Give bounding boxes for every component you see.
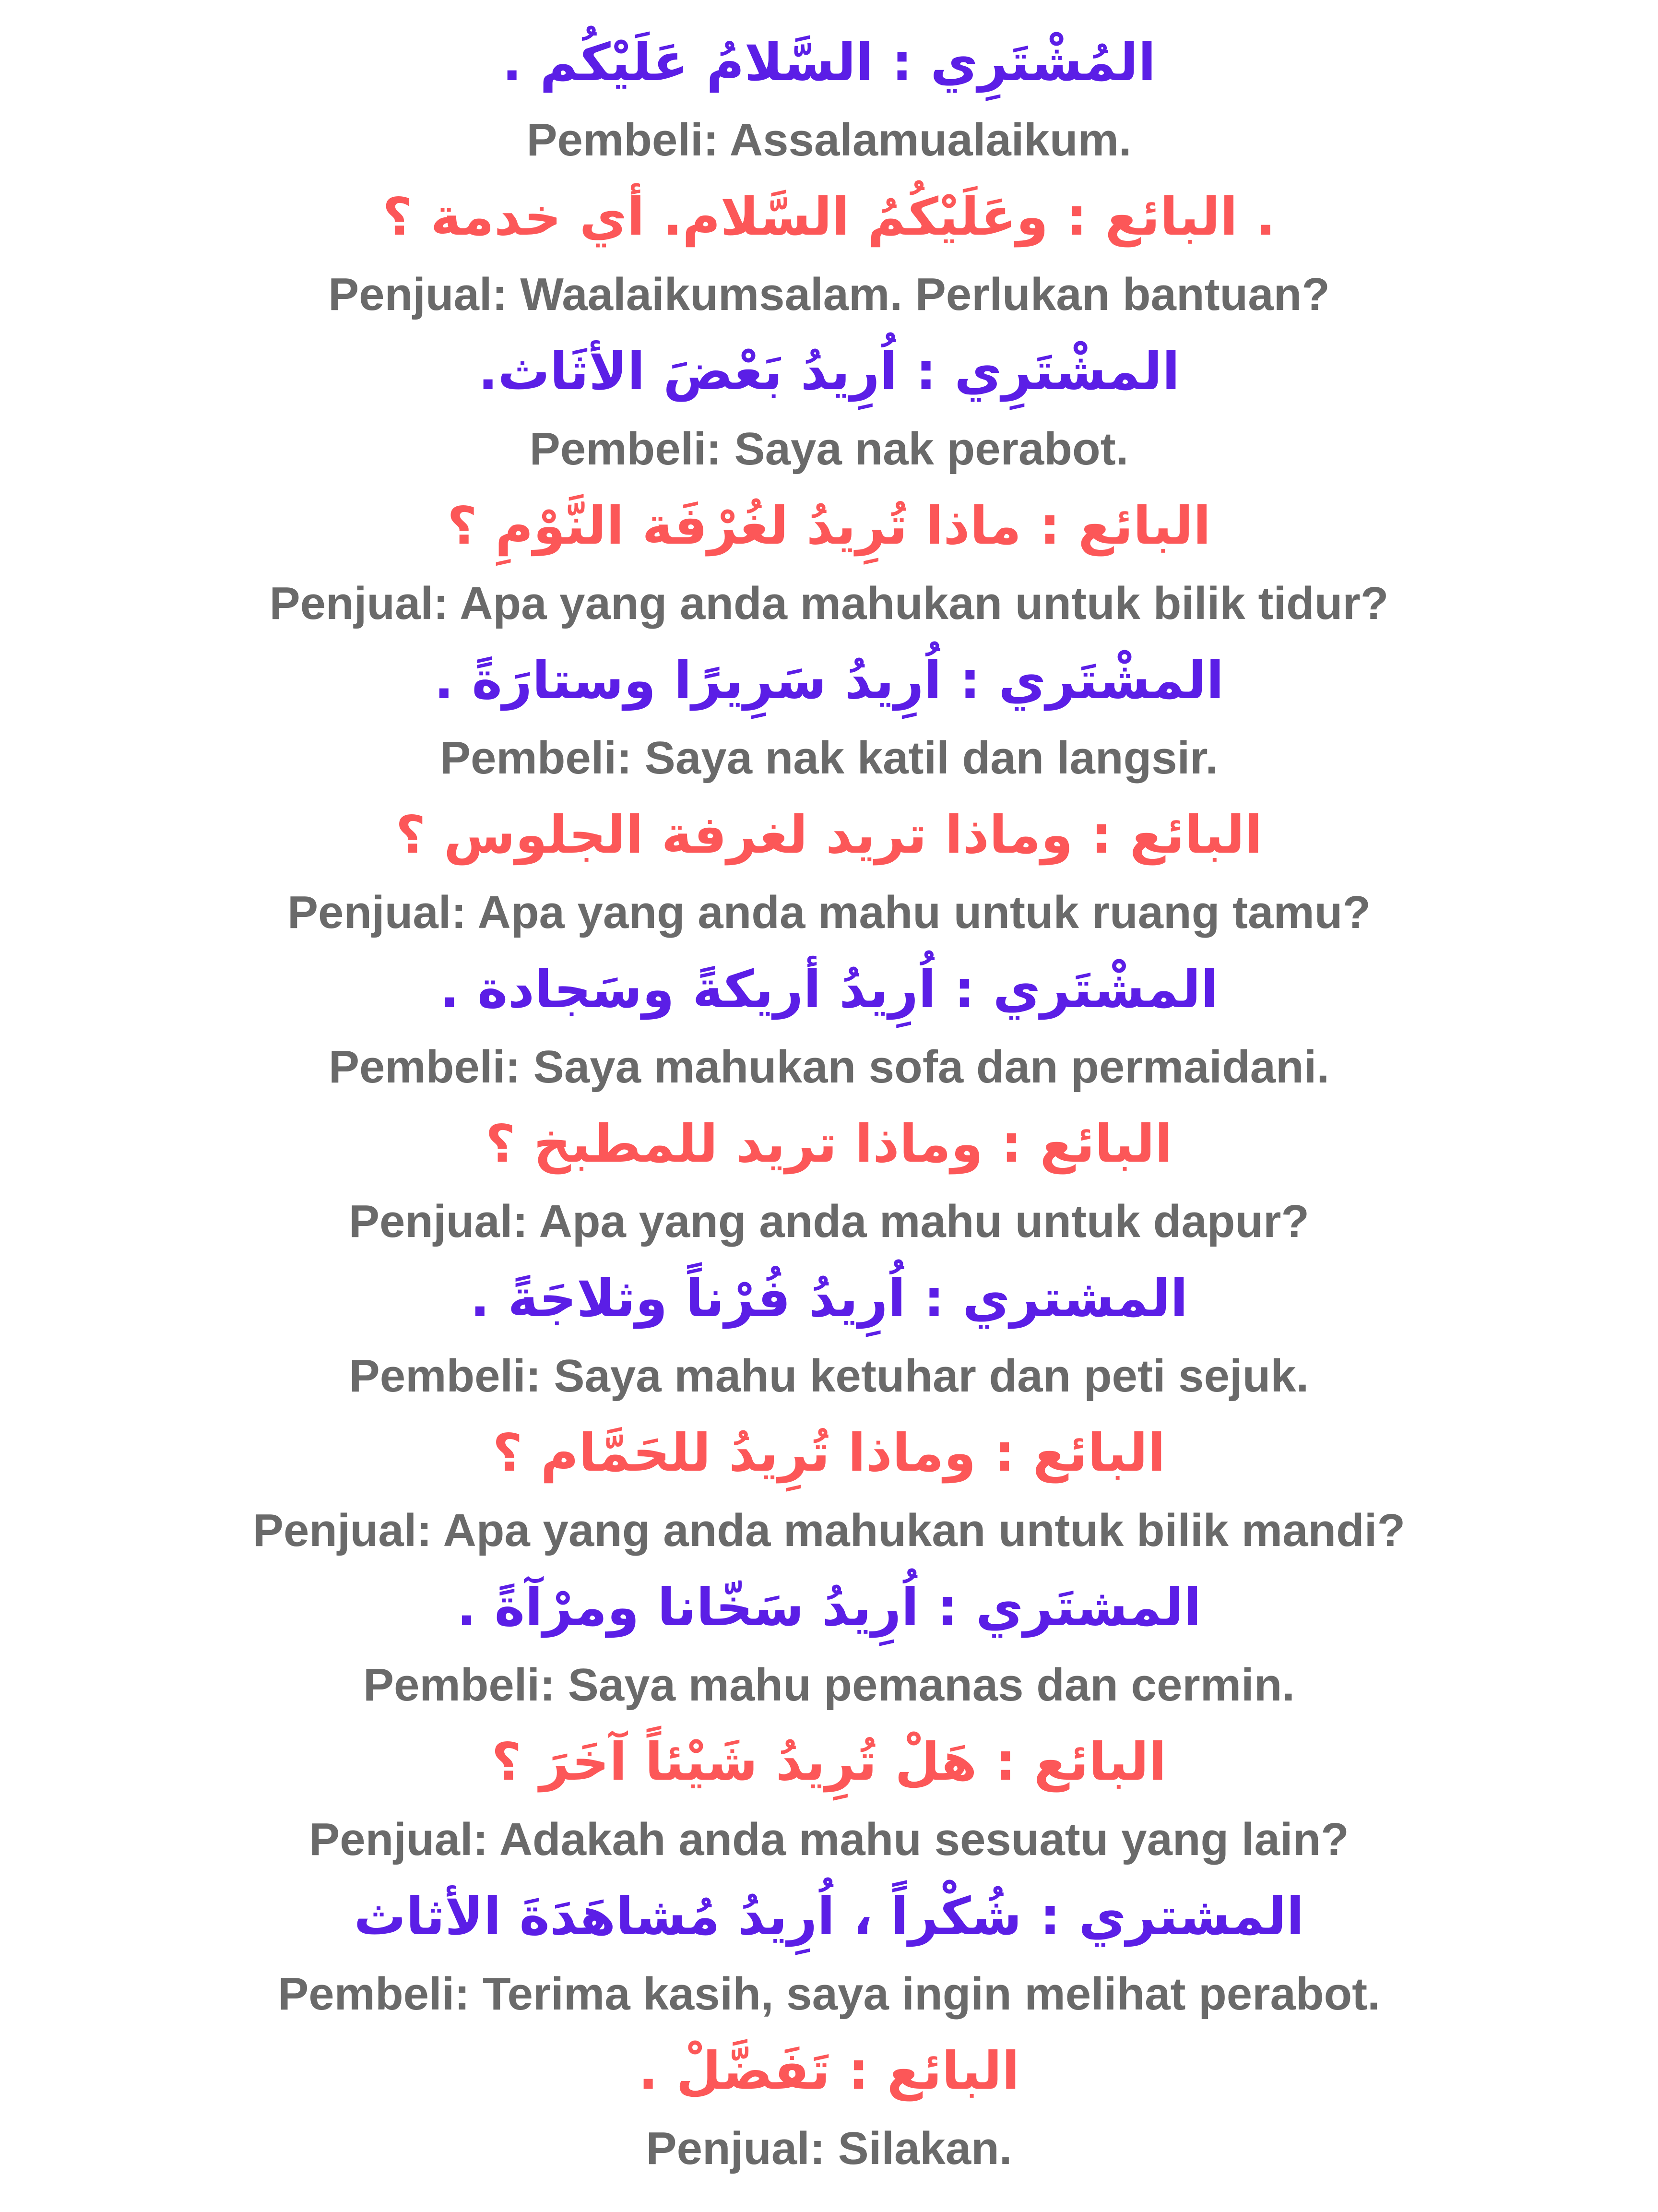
arabic-line-6-seller: البائع : وماذا تريد لغرفة الجلوس ؟ xyxy=(395,805,1263,865)
translation-line-8-seller: Penjual: Apa yang anda mahu untuk dapur? xyxy=(349,1196,1309,1247)
arabic-line-4-seller: البائع : ماذا تُرِيدُ لغُرْفَة النَّوْمِ ؟ xyxy=(447,496,1211,556)
arabic-line-14-seller: البائع : تَفَضَّلْ . xyxy=(638,2041,1020,2101)
arabic-line-12-seller: البائع : هَلْ تُرِيدُ شَيْئاً آخَرَ ؟ xyxy=(491,1732,1167,1792)
translation-line-3-buyer: Pembeli: Saya nak perabot. xyxy=(529,423,1129,475)
translation-line-1-buyer: Pembeli: Assalamualaikum. xyxy=(526,114,1132,166)
translation-line-11-buyer: Pembeli: Saya mahu pemanas dan cermin. xyxy=(363,1659,1295,1711)
arabic-line-9-buyer: المشتري : اُرِيدُ فُرْناً وثلاجَةً . xyxy=(470,1269,1188,1329)
arabic-line-10-seller: البائع : وماذا تُرِيدُ للحَمَّام ؟ xyxy=(492,1423,1166,1483)
arabic-line-7-buyer: المشْتَري : اُرِيدُ أريكةً وسَجادة . xyxy=(439,960,1219,1020)
translation-line-6-seller: Penjual: Apa yang anda mahu untuk ruang tamu? xyxy=(287,887,1371,938)
dialogue xyxy=(0,24,1658,2212)
arabic-line-3-buyer: المشْتَرِي : اُرِيدُ بَعْضَ الأثَاث. xyxy=(478,342,1180,402)
translation-line-2-seller: Penjual: Waalaikumsalam. Perlukan bantuan? xyxy=(328,269,1330,320)
arabic-line-8-seller: البائع : وماذا تريد للمطبخ ؟ xyxy=(485,1114,1173,1174)
arabic-line-2-seller: . البائع : وعَلَيْكُمُ السَّلام. أي خدمة ؟ xyxy=(382,187,1276,247)
translation-line-13-buyer: Pembeli: Terima kasih, saya ingin melihat perabot. xyxy=(278,1968,1380,2020)
translation-line-10-seller: Penjual: Apa yang anda mahukan untuk bilik mandi? xyxy=(252,1505,1406,1556)
arabic-line-11-buyer: المشتَري : اُرِيدُ سَخّانا ومرْآةً . xyxy=(456,1578,1202,1638)
arabic-line-13-buyer: المشتري : شُكْراً ، اُرِيدُ مُشاهَدَةَ الأثاث xyxy=(354,1887,1304,1947)
translation-line-12-seller: Penjual: Adakah anda mahu sesuatu yang lain? xyxy=(309,1814,1349,1865)
arabic-line-1-buyer: المُشْتَرِي : السَّلامُ عَلَيْكُم . xyxy=(502,33,1156,93)
arabic-line-5-buyer: المشْتَري : اُرِيدُ سَرِيرًا وستارَةً . xyxy=(434,651,1224,711)
translation-line-5-buyer: Pembeli: Saya nak katil dan langsir. xyxy=(439,732,1218,784)
translation-line-14-seller: Penjual: Silakan. xyxy=(646,2123,1012,2174)
translation-line-4-seller: Penjual: Apa yang anda mahukan untuk bilik tidur? xyxy=(269,578,1389,629)
translation-line-7-buyer: Pembeli: Saya mahukan sofa dan permaidani. xyxy=(328,1041,1330,1093)
translation-line-9-buyer: Pembeli: Saya mahu ketuhar dan peti sejuk. xyxy=(349,1350,1309,1402)
